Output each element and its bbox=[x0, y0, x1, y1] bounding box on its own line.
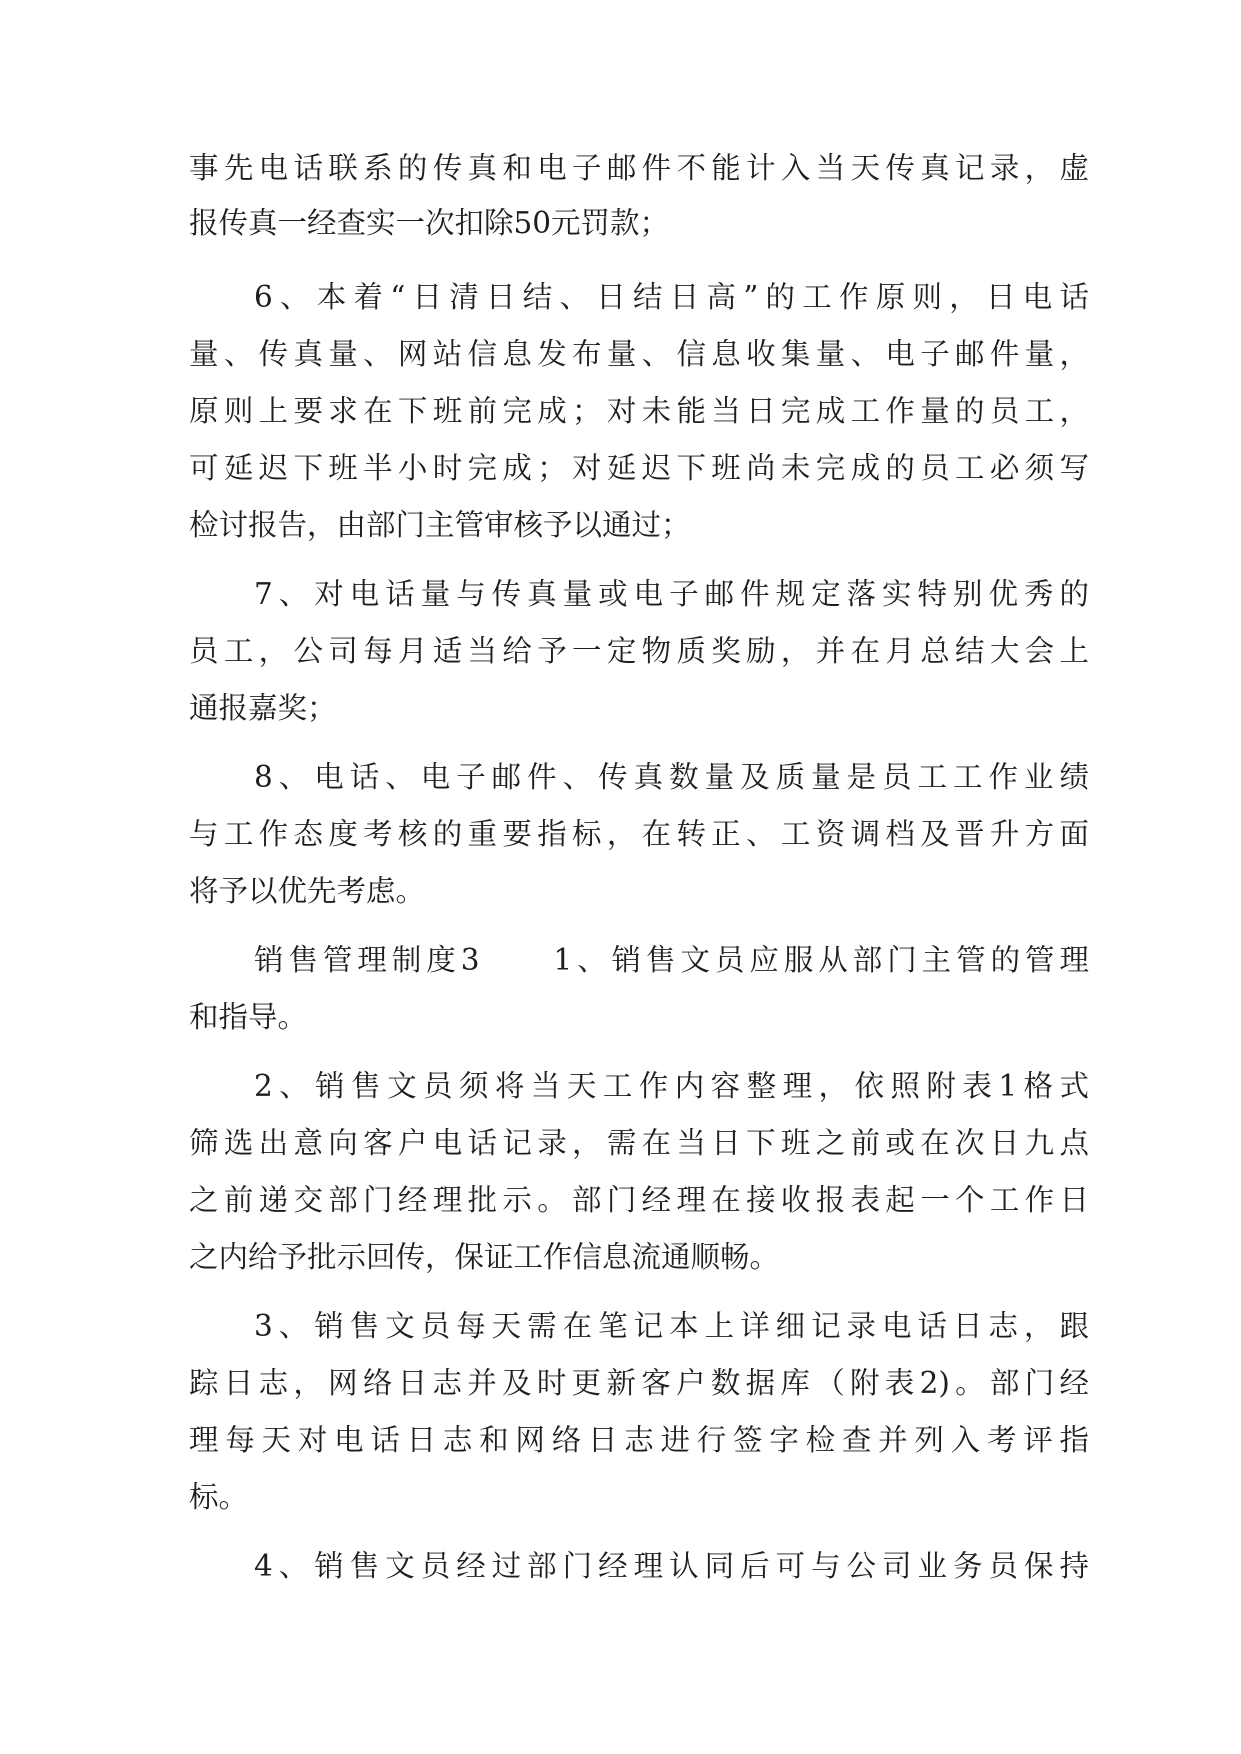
text-line: 踪日志，网络日志并及时更新客户数据库（附表2)。部门经 bbox=[189, 1366, 1089, 1400]
text-line: 销售管理制度3 1、销售文员应服从部门主管的管理 bbox=[254, 943, 1089, 977]
text-line: 和指导。 bbox=[189, 1000, 308, 1034]
text-line: 之前递交部门经理批示。部门经理在接收报表起一个工作日 bbox=[189, 1183, 1089, 1217]
text-line: 6、本着“日清日结、日结日高”的工作原则，日电话 bbox=[254, 280, 1089, 314]
text-line: 之内给予批示回传，保证工作信息流通顺畅。 bbox=[189, 1240, 780, 1274]
text-line: 3、销售文员每天需在笔记本上详细记录电话日志，跟 bbox=[254, 1309, 1089, 1343]
text-line: 与工作态度考核的重要指标，在转正、工资调档及晋升方面 bbox=[189, 817, 1089, 851]
text-line: 员工，公司每月适当给予一定物质奖励，并在月总结大会上 bbox=[189, 634, 1089, 668]
text-line: 将予以优先考虑。 bbox=[189, 874, 426, 908]
text-line: 8、电话、电子邮件、传真数量及质量是员工工作业绩 bbox=[254, 760, 1089, 794]
text-line: 检讨报告，由部门主管审核予以通过； bbox=[189, 508, 691, 542]
text-line: 通报嘉奖； bbox=[189, 691, 337, 725]
text-line: 原则上要求在下班前完成；对未能当日完成工作量的员工， bbox=[189, 394, 1089, 428]
text-line: 可延迟下班半小时完成；对延迟下班尚未完成的员工必须写 bbox=[189, 451, 1089, 485]
text-line: 筛选出意向客户电话记录，需在当日下班之前或在次日九点 bbox=[189, 1126, 1089, 1160]
text-line: 标。 bbox=[189, 1480, 249, 1514]
text-line: 理每天对电话日志和网络日志进行签字检查并列入考评指 bbox=[189, 1423, 1089, 1457]
text-line: 事先电话联系的传真和电子邮件不能计入当天传真记录，虚 bbox=[189, 151, 1089, 185]
text-line: 报传真一经查实一次扣除50元罚款； bbox=[189, 206, 670, 240]
text-line: 2、销售文员须将当天工作内容整理，依照附表1格式 bbox=[254, 1069, 1089, 1103]
text-line: 量、传真量、网站信息发布量、信息收集量、电子邮件量， bbox=[189, 337, 1089, 371]
text-line: 4、销售文员经过部门经理认同后可与公司业务员保持 bbox=[254, 1549, 1089, 1583]
text-line: 7、对电话量与传真量或电子邮件规定落实特别优秀的 bbox=[254, 577, 1089, 611]
